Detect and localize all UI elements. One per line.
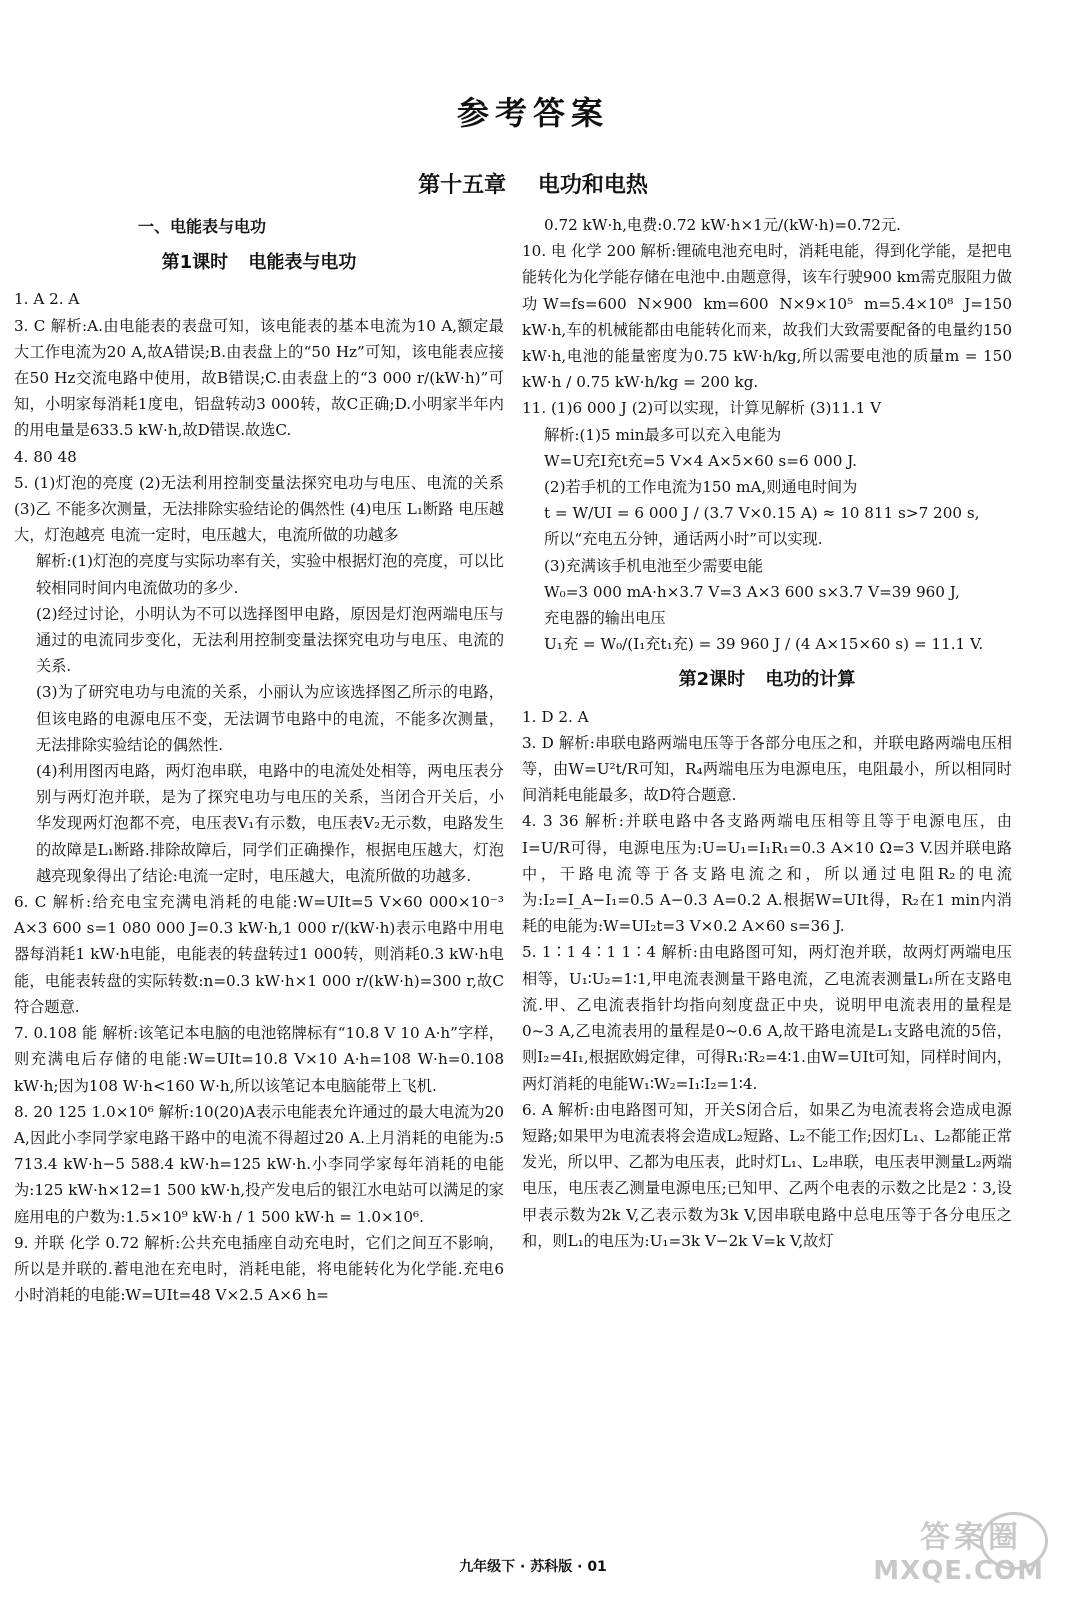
answer-line: 4. 3 36 解析:并联电路中各支路两端电压相等且等于电源电压，由I=U/R可得，电源电压为:U=U₁=I₁R₁=0.3 A×10 Ω=3 V.因并联电路中，干路电流等于各支路电流之和，所以通过电阻R₂的电流为:I₂=I_A−I₁=0.5 A−0.3 A=0.2 A.根据W=UIt得，R₂在1 min内消耗的电能为:W=UI₂t=3 V×0.2 A×60 s=36 J. (522, 812, 1012, 936)
answer-line: 10. 电 化学 200 解析:锂硫电池充电时，消耗电能，得到化学能，是把电能转化为化学能存储在电池中.由题意得，该车行驶900 km需克服阻力做功W=fs=600 N×900 km=600 N×9×10⁵ m=5.4×10⁸ J=150 kW·h,车的机械能都由电能转化而来，故我们大致需要配备的电量约150 kW·h,电池的能量密度为0.75 kW·h/kg,所以需要电池的质量m = 150 kW·h / 0.75 kW·h/kg = 200 kg. (522, 242, 1012, 392)
answer-line: 5. (1)灯泡的亮度 (2)无法利用控制变量法探究电功与电压、电流的关系 (3)乙 不能多次测量，无法排除实验结论的偶然性 (4)电压 L₁断路 电压越大，灯泡越亮 电流一定时，电压越大，电流所做的功越多 (14, 473, 504, 545)
answer-line: W₀=3 000 mA·h×3.7 V=3 A×3 600 s×3.7 V=39 960 J, (544, 582, 960, 601)
answer-line: 11. (1)6 000 J (2)可以实现，计算见解析 (3)11.1 V (522, 399, 882, 418)
answer-line: (4)利用图丙电路，两灯泡串联，电路中的电流处处相等，两电压表分别与两灯泡并联，是为了探究电功与电压的关系，当闭合开关后，小华发现两灯泡都不亮，电压表V₁有示数，电压表V₂无示数，电路发生的故障是L₁断路.排除故障后，同学们正确操作，根据电压越大，灯泡越亮现象得出了结论:电流一定时，电压越大，电流所做的功越多. (36, 762, 504, 885)
answer-line: 1. A 2. A (14, 290, 80, 309)
chapter-title: 第十五章 电功和电热 (418, 173, 648, 198)
answer-line: (2)经过讨论，小明认为不可以选择图甲电路，原因是灯泡两端电压与通过的电流同步变化，无法利用控制变量法探究电功与电压、电流的关系. (36, 604, 504, 676)
watermark-en: MXQE.COM (873, 1556, 1044, 1586)
lesson-title-2: 第2课时 电功的计算 (678, 669, 856, 691)
answer-line: 6. C 解析:给充电宝充满电消耗的电能:W=UIt=5 V×60 000×10⁻³ A×3 600 s=1 080 000 J=0.3 kW·h,1 000 r/(kW·h)表示电路中用电器每消耗1 kW·h电能，电能表的转盘转过1 000转，则消耗0.3 kW·h电能，电能表转盘的实际转数:n=0.3 kW·h×1 000 r/(kW·h)=300 r,故C符合题意. (14, 893, 504, 1016)
answer-line: 4. 80 48 (14, 447, 77, 466)
answer-line: 6. A 解析:由电路图可知，开关S闭合后，如果乙为电流表将会造成电源短路;如果甲为电流表将会造成L₂短路、L₂不能工作;因灯L₁、L₂都能正常发光，所以甲、乙都为电压表，此时灯L₁、L₂串联，电压表甲测量L₂两端电压，电压表乙测量电源电压;已知甲、乙两个电表的示数之比是2∶3,设甲表示数为2k V,乙表示数为3k V,因串联电路中总电压等于各分电压之和，则L₁的电压为:U₁=3k V−2k V=k V,故灯 (522, 1100, 1012, 1250)
answer-line: (3)为了研究电功与电流的关系，小丽认为应该选择图乙所示的电路，但该电路的电源电压不变，无法调节电路中的电流，不能多次测量，无法排除实验结论的偶然性. (36, 683, 504, 754)
section-title: 一、电能表与电功 (138, 217, 267, 236)
answer-line: 1. D 2. A (522, 707, 589, 726)
left-column (14, 212, 504, 1308)
answer-line: 0.72 kW·h,电费:0.72 kW·h×1元/(kW·h)=0.72元. (544, 216, 901, 234)
answer-line: 3. D 解析:串联电路两端电压等于各部分电压之和，并联电路两端电压相等，由W=U²t/R可知，R₄两端电压为电源电压，电阻最小，所以相同时间消耗电能最多，故D符合题意. (522, 733, 1012, 805)
answer-line: 解析:(1)5 min最多可以充入电能为 (544, 425, 782, 444)
answer-line: 7. 0.108 能 解析:该笔记本电脑的电池铭牌标有“10.8 V 10 A·h”字样，则充满电后存储的电能:W=UIt=10.8 V×10 A·h=108 W·h=0.108 kW·h;因为108 W·h<160 W·h,所以该笔记本电脑能带上飞机. (14, 1024, 504, 1095)
lesson-title-1: 第1课时 电能表与电功 (161, 252, 357, 274)
watermark-cn: 答案圈 (920, 1520, 1022, 1555)
answer-line: 5. 1∶1 4∶1 1∶4 解析:由电路图可知，两灯泡并联，故两灯两端电压相等，U₁∶U₂=1∶1,甲电流表测量干路电流，乙电流表测量L₁所在支路电流.甲、乙电流表指针均指向刻度盘正中央，说明甲电流表用的量程是0~3 A,乙电流表用的量程是0~0.6 A,故干路电流是L₁支路电流的5倍，则I₂=4I₁,根据欧姆定律，可得R₁∶R₂=4∶1.由W=UIt可知，同样时间内，两灯消耗的电能W₁∶W₂=I₁∶I₂=1∶4. (522, 943, 1012, 1093)
page-footer: 九年级下 · 苏科版 · 01 (459, 1559, 607, 1575)
answer-line: 所以“充电五分钟，通话两小时”可以实现. (544, 530, 823, 549)
answer-line: 充电器的输出电压 (544, 609, 666, 628)
answer-line: 3. C 解析:A.由电能表的表盘可知，该电能表的基本电流为10 A,额定最大工作电流为20 A,故A错误;B.由表盘上的“50 Hz”可知，该电能表应接在50 Hz交流电路中使用，故B错误;C.由表盘上的“3 000 r/(kW·h)”可知，小明家每消耗1度电，铝盘转动3 000转，故C正确;D.小明家半年内的用电量是633.5 kW·h,故D错误.故选C. (14, 316, 504, 440)
right-column (522, 212, 1012, 1254)
answer-line: t = W/UI = 6 000 J / (3.7 V×0.15 A) ≈ 10 811 s>7 200 s, (544, 504, 980, 523)
watermark-logo (873, 1512, 1048, 1592)
answer-line: (3)充满该手机电池至少需要电能 (544, 556, 763, 575)
answer-line: W=U充I充t充=5 V×4 A×5×60 s=6 000 J. (544, 451, 857, 470)
answer-line: U₁充 = W₀/(I₁充t₁充) = 39 960 J / (4 A×15×60 s) = 11.1 V. (544, 635, 984, 654)
answer-line: 9. 并联 化学 0.72 解析:公共充电插座自动充电时，它们之间互不影响，所以是并联的.蓄电池在充电时，消耗电能，将电能转化为化学能.充电6小时消耗的电能:W=UIt=48 V×2.5 A×6 h= (14, 1233, 504, 1305)
answer-line: 解析:(1)灯泡的亮度与实际功率有关，实验中根据灯泡的亮度，可以比较相同时间内电流做功的多少. (36, 552, 504, 597)
answer-line: 8. 20 125 1.0×10⁶ 解析:10(20)A表示电能表允许通过的最大电流为20 A,因此小李同学家电路干路中的电流不得超过20 A.上月消耗的电能为:5 713.4 kW·h−5 588.4 kW·h=125 kW·h.小李同学家每年消耗的电能为:125 kW·h×12=1 500 kW·h,投产发电后的银江水电站可以满足的家庭用电的户数为:1.5×10⁹ kW·h / 1 500 kW·h = 1.0×10⁶. (14, 1102, 504, 1226)
answer-line: (2)若手机的工作电流为150 mA,则通电时间为 (544, 478, 858, 497)
page-title: 参考答案 (456, 94, 609, 132)
